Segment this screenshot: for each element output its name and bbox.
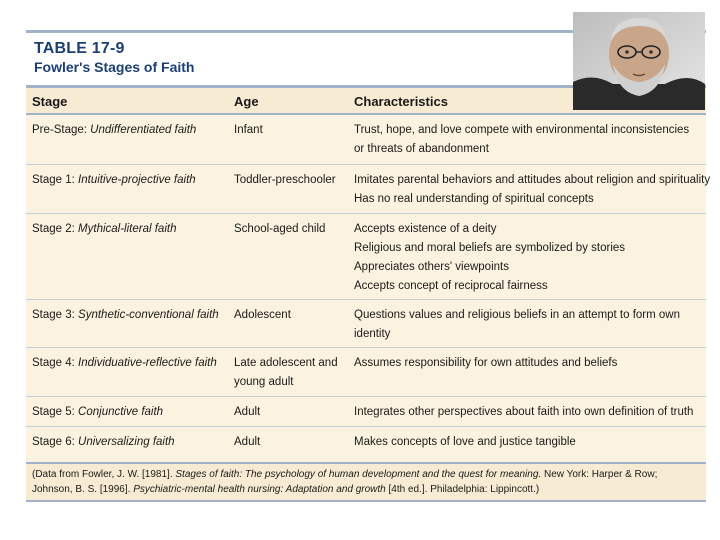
characteristic-line: identity: [354, 328, 391, 340]
stage-name: Mythical-literal faith: [78, 223, 177, 235]
stage-cell: [32, 121, 228, 140]
footnote-part: [4th ed.]. Philadelphia: Lippincott.): [385, 484, 540, 495]
stage-name: Synthetic-conventional faith: [78, 309, 219, 321]
table-row: [26, 214, 706, 300]
footnote-text: [32, 467, 702, 497]
stage-name: Undifferentiated faith: [90, 124, 197, 136]
stage-cell: [32, 403, 228, 422]
header-age: Age: [234, 94, 259, 109]
header-stage: Stage: [32, 94, 68, 109]
characteristic-line: Religious and moral beliefs are symbolized by stories: [354, 242, 626, 254]
table-subtitle: Fowler's Stages of Faith: [34, 59, 195, 75]
age-line: Late adolescent and: [234, 357, 338, 369]
footnote-part: New York: Harper & Row;: [541, 469, 658, 480]
stage-cell: [32, 354, 228, 373]
footnote-part: (Data from Fowler, J. W. [1981].: [32, 469, 176, 480]
age-cell: Adult: [234, 406, 261, 418]
stage-cell: [32, 171, 228, 190]
age-cell: School-aged child: [234, 223, 326, 235]
stage-prefix: Pre-Stage:: [32, 124, 91, 136]
age-cell: Adolescent: [234, 309, 291, 321]
characteristics-cell: [354, 306, 704, 344]
table-row: [26, 165, 711, 214]
characteristic-line: Has no real understanding of spiritual concepts: [354, 193, 594, 205]
header-characteristics: Characteristics: [354, 94, 448, 109]
table-row: [26, 397, 706, 427]
characteristics-cell: [354, 403, 704, 422]
stage-name: Conjunctive faith: [78, 406, 164, 418]
stage-prefix: Stage 1:: [32, 174, 79, 186]
age-cell: Adult: [234, 436, 261, 448]
age-cell: Toddler-preschooler: [234, 174, 336, 186]
stage-cell: [32, 433, 228, 452]
stage-prefix: Stage 6:: [32, 436, 79, 448]
table-title: TABLE 17-9: [34, 40, 125, 57]
table-row: [26, 348, 706, 397]
table-row: [26, 115, 706, 165]
characteristic-line: Integrates other perspectives about faith into own definition of truth: [354, 406, 694, 418]
age-cell: Infant: [234, 124, 263, 136]
footnote-part: Johnson, B. S. [1996].: [32, 484, 134, 495]
characteristics-cell: [354, 220, 704, 296]
stage-prefix: Stage 5:: [32, 406, 79, 418]
stage-cell: [32, 220, 228, 239]
portrait-photo: [573, 12, 705, 110]
stage-name: Individuative-reflective faith: [78, 357, 217, 369]
characteristics-cell: [354, 433, 704, 452]
characteristics-cell: [354, 171, 711, 209]
table-row: [26, 300, 706, 348]
stage-prefix: Stage 4:: [32, 357, 79, 369]
characteristic-line: Accepts existence of a deity: [354, 223, 497, 235]
characteristic-line: Appreciates others' viewpoints: [354, 261, 509, 273]
characteristic-line: Accepts concept of reciprocal fairness: [354, 280, 548, 292]
characteristic-line: Questions values and religious beliefs in an attempt to form own: [354, 309, 681, 321]
characteristic-line: Trust, hope, and love compete with environmental inconsistencies: [354, 124, 690, 136]
stage-name: Intuitive-projective faith: [78, 174, 196, 186]
characteristic-line: Imitates parental behaviors and attitudes about religion and spirituality: [354, 174, 711, 186]
table-footnote: [26, 462, 706, 502]
characteristic-line: Makes concepts of love and justice tangible: [354, 436, 576, 448]
stage-prefix: Stage 3:: [32, 309, 79, 321]
characteristic-line: Assumes responsibility for own attitudes and beliefs: [354, 357, 618, 369]
characteristics-cell: [354, 121, 704, 159]
footnote-title: Psychiatric-mental health nursing: Adaptation and growth: [133, 484, 386, 495]
table-row: [26, 427, 706, 462]
portrait-illustration: [573, 12, 705, 110]
characteristic-line: or threats of abandonment: [354, 143, 489, 155]
characteristics-cell: [354, 354, 704, 373]
stage-prefix: Stage 2:: [32, 223, 79, 235]
age-line: young adult: [234, 376, 294, 388]
stage-name: Universalizing faith: [78, 436, 175, 448]
age-cell: [234, 354, 350, 392]
stage-cell: [32, 306, 228, 325]
footnote-title: Stages of faith: The psychology of human development and the quest for meaning.: [175, 469, 542, 480]
